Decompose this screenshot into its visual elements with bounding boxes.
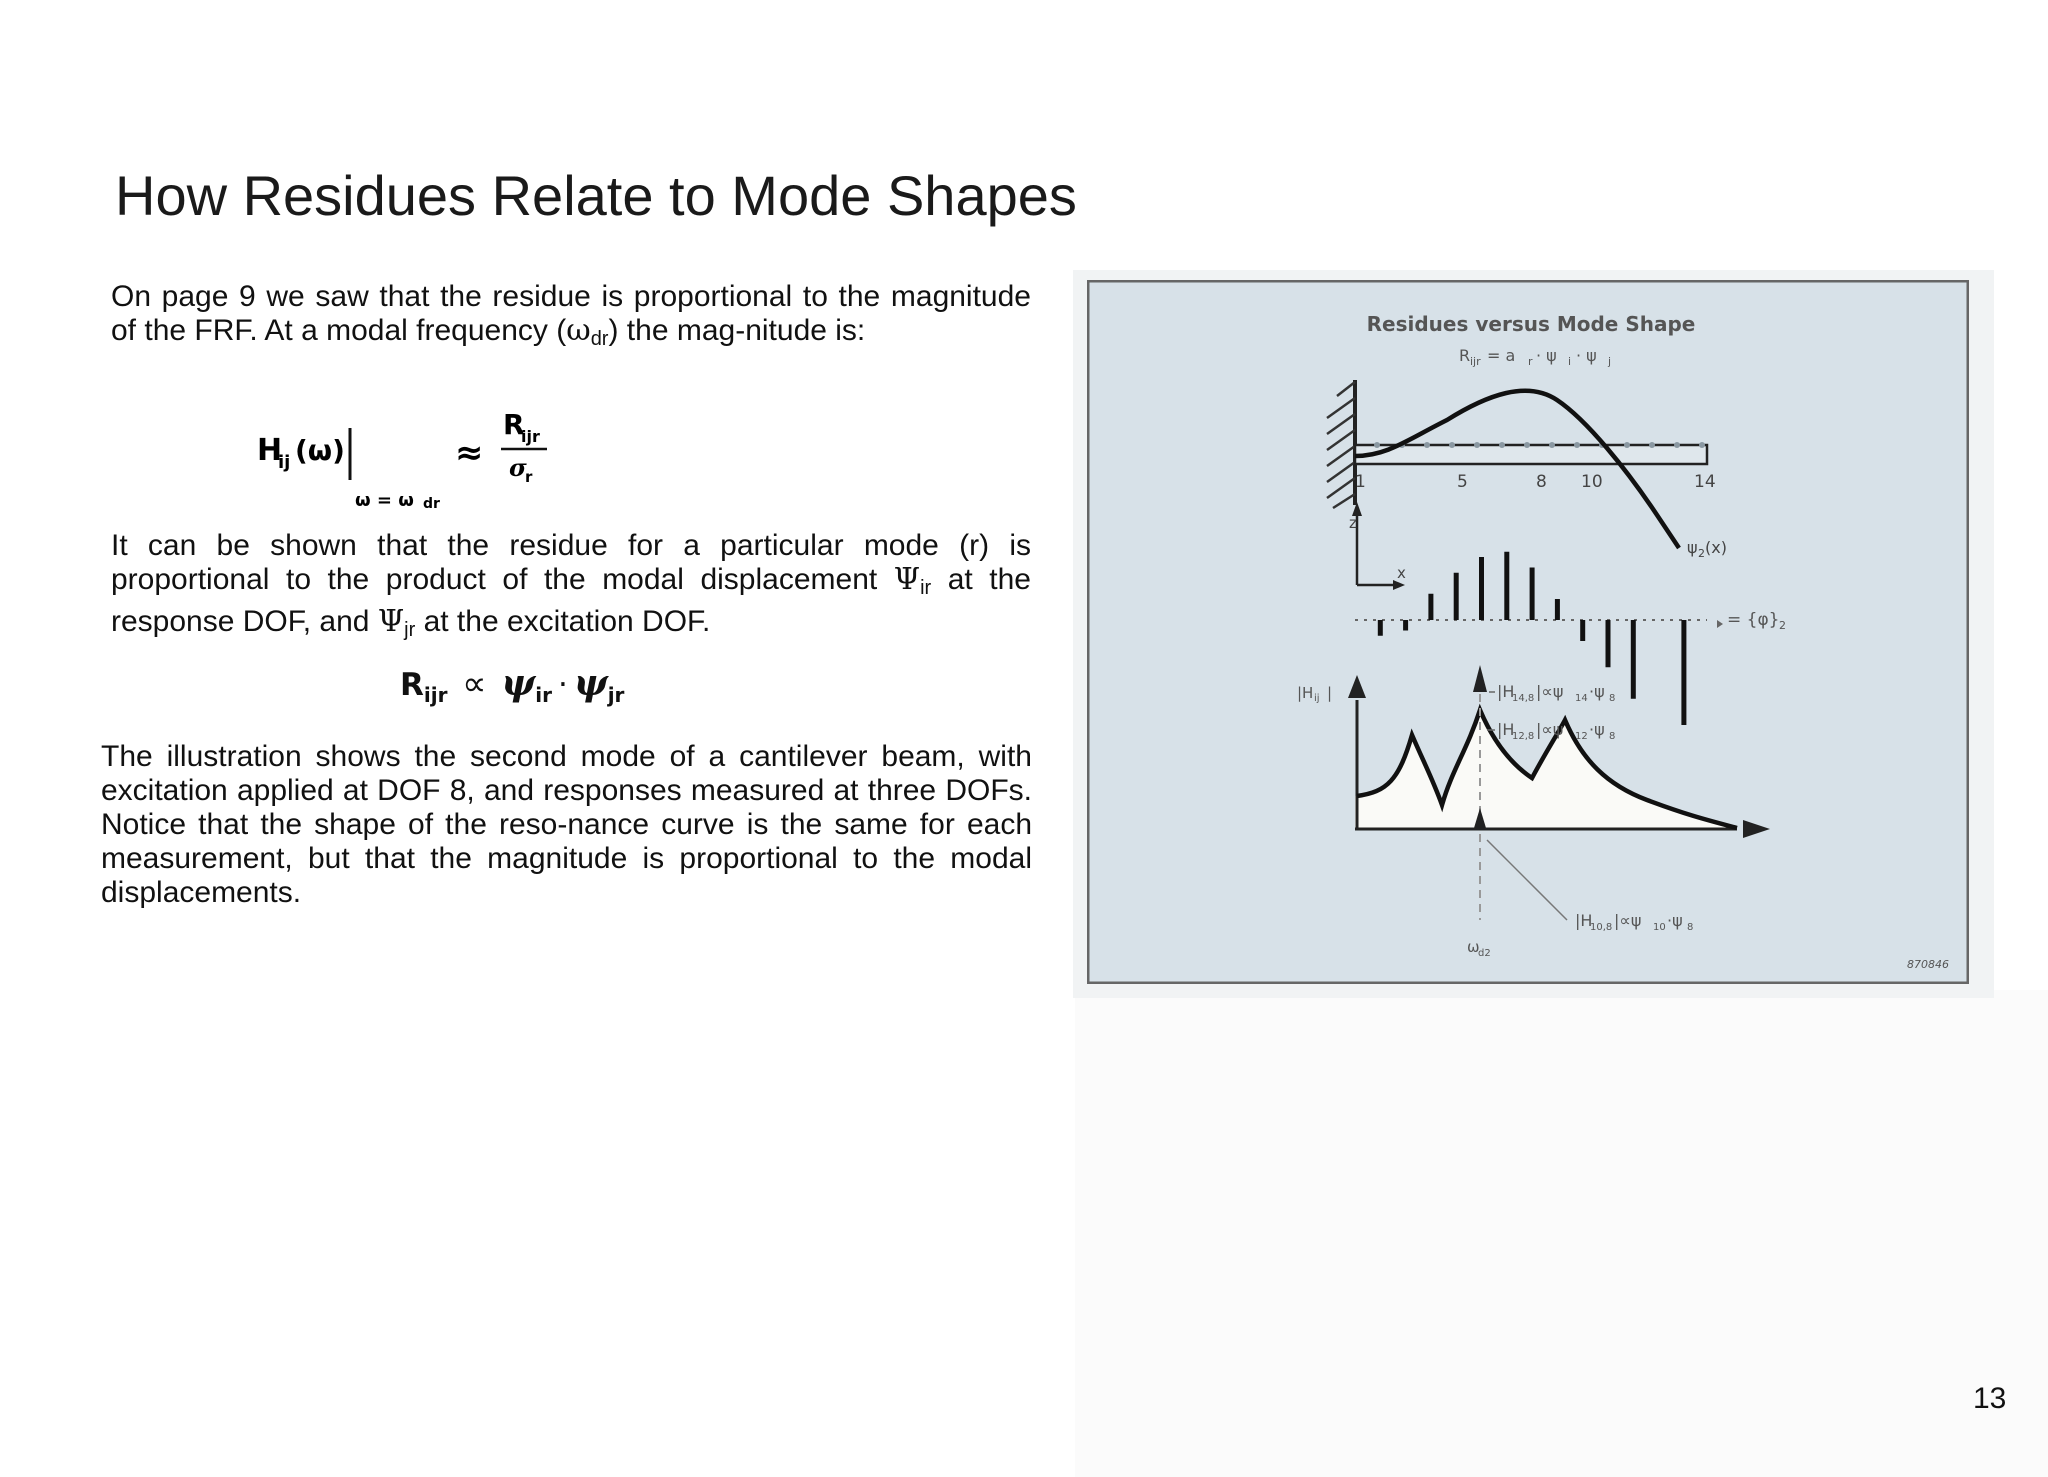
mode-vector-text: = {φ} (1727, 610, 1780, 630)
axis-z-label: z (1349, 514, 1357, 532)
paragraph-illustration-description: The illustration shows the second mode of a cantilever beam, with excitation applied at DOF 8, and responses measured at three DOFs. Notice that the shape of the reso-nance curve is the same for each measurement, but that the magnitude is proportional to the modal displacements. (101, 740, 1032, 909)
equation-residue-proportional (400, 662, 624, 707)
mode-vector-bar (1378, 620, 1383, 636)
eq2-psi-sub-jr: jr (607, 683, 625, 707)
equation-frf-approx (255, 408, 575, 508)
figure-formula-r-sub: ijr (1470, 355, 1481, 368)
h12-annotation (1487, 720, 1615, 742)
dof-label-5: 5 (1457, 472, 1468, 492)
p1-text-a: On page 9 we saw that the residue is proportional to the magnitude of the FRF. At a modal frequency ( (111, 280, 1031, 347)
mode-vector-bar (1580, 620, 1585, 641)
h12-mid: ·ψ (1589, 720, 1605, 739)
mode-vector-bar (1530, 568, 1535, 621)
eq1-condition-sub: dr (423, 496, 440, 508)
dot-operator: · (557, 667, 568, 703)
mode-vector-bar (1606, 620, 1611, 667)
h14-s2: 8 (1609, 693, 1616, 704)
psi-symbol: Ψ (377, 604, 405, 639)
eq1-lhs-sub: ij (278, 452, 291, 473)
eq2-lhs: R (400, 667, 424, 703)
p2-text-b: at the response DOF, and (111, 563, 1031, 638)
p2-text-a: It can be shown that the residue for a particular mode (r) is proportional to the product of the modal displacement (111, 529, 1031, 596)
mode-vector-bar (1504, 552, 1509, 620)
h10-s2: 8 (1687, 922, 1694, 933)
eq1-numerator-sub: ijr (521, 427, 540, 446)
figure-formula-psi-j: · ψ (1576, 346, 1597, 365)
omega-text: ω (1467, 938, 1480, 956)
figure-background (1088, 281, 1968, 983)
figure-formula-j-sub: j (1608, 355, 1612, 368)
mode-vector-bar (1403, 620, 1408, 631)
frf-axis-sub: ij (1314, 693, 1320, 704)
psi-symbol: ψ (501, 662, 536, 704)
eq1-approx: ≈ (455, 433, 484, 473)
psi-symbol: ψ (573, 662, 608, 704)
h14-s1: 14 (1575, 693, 1588, 704)
h10-mid: ·ψ (1667, 911, 1683, 930)
omega-symbol: ω (566, 313, 591, 348)
h12-s2: 8 (1609, 731, 1616, 742)
h14-sub: 14,8 (1512, 693, 1535, 704)
eq2-psi-sub-ir: ir (535, 683, 552, 707)
mode-vector-bar (1428, 594, 1433, 620)
p1-text-b: ) the mag-nitude is: (608, 314, 866, 347)
h10-sub: 10,8 (1590, 922, 1613, 933)
figure-formula-psi-i: · ψ (1536, 346, 1557, 365)
h14-tail: |∝ψ (1536, 682, 1564, 701)
figure-formula-eq: = a (1487, 346, 1516, 365)
h12-s1: 12 (1575, 731, 1588, 742)
p2-text-c: at the excitation DOF. (415, 605, 711, 638)
h12-text: |H (1497, 720, 1515, 739)
dof-label-14: 14 (1694, 472, 1716, 492)
figure-title: Residues versus Mode Shape (1366, 312, 1696, 336)
mode-vector-bar (1681, 620, 1686, 725)
mode-vector-bar (1454, 573, 1459, 620)
page-title: How Residues Relate to Mode Shapes (115, 164, 1077, 227)
mode-label (1687, 538, 1727, 560)
mode-vector-bar (1555, 599, 1560, 620)
psi-subscript: jr (404, 619, 416, 641)
dof-label-10: 10 (1581, 472, 1603, 492)
figure-formula-a-sub: r (1528, 355, 1533, 368)
eq1-denominator-sub: r (525, 468, 533, 486)
page-background-shade (1075, 990, 2048, 1477)
residues-vs-mode-shape-figure (1087, 280, 1969, 984)
mode-vector-sub: 2 (1779, 619, 1786, 632)
eq1-condition: ω = ω (355, 490, 414, 508)
mode-label-psi: ψ (1687, 538, 1698, 557)
h14-mid: ·ψ (1589, 682, 1605, 701)
psi-symbol: Ψ (893, 562, 921, 597)
mode-vector-label (1727, 610, 1786, 632)
eq2-lhs-sub: ijr (423, 683, 448, 707)
h12-tail: |∝ψ (1536, 720, 1564, 739)
mode-label-x: (x) (1705, 538, 1727, 557)
proportional-symbol: ∝ (462, 664, 487, 704)
h12-sub: 12,8 (1512, 731, 1535, 742)
h10-tail: |∝ψ (1614, 911, 1642, 930)
eq1-denominator: σ (509, 453, 527, 482)
equation-frf-svg (255, 408, 575, 508)
mode-label-sub: 2 (1698, 547, 1705, 560)
paragraph-frf-magnitude (111, 280, 1031, 356)
dof-label-1: 1 (1355, 472, 1366, 492)
eq1-lhs-arg: (ω) (295, 434, 345, 467)
dof-label-8: 8 (1536, 472, 1547, 492)
omega-sub: d2 (1478, 948, 1491, 959)
page-number: 13 (1973, 1382, 2007, 1415)
omega-subscript: dr (590, 328, 609, 350)
h10-s1: 10 (1653, 922, 1666, 933)
figure-code: 870846 (1907, 958, 1949, 971)
psi-subscript: ir (920, 577, 932, 599)
eq1-numerator: R (503, 408, 525, 441)
figure-formula-r: R (1459, 346, 1471, 365)
h14-text: |H (1497, 682, 1515, 701)
paragraph-residue-product (111, 529, 1031, 647)
h10-text: |H (1575, 911, 1593, 930)
h14-annotation (1489, 682, 1615, 704)
frf-axis-text: |H (1297, 684, 1314, 702)
mode-vector-bar (1631, 620, 1636, 699)
figure-formula-i-sub: i (1568, 355, 1572, 368)
mode-vector-bar (1479, 557, 1484, 620)
eq1-lhs: H (257, 433, 283, 468)
axis-x-label: x (1397, 564, 1406, 582)
frf-axis-tail: | (1327, 684, 1333, 702)
cantilever-beam (1355, 445, 1707, 464)
